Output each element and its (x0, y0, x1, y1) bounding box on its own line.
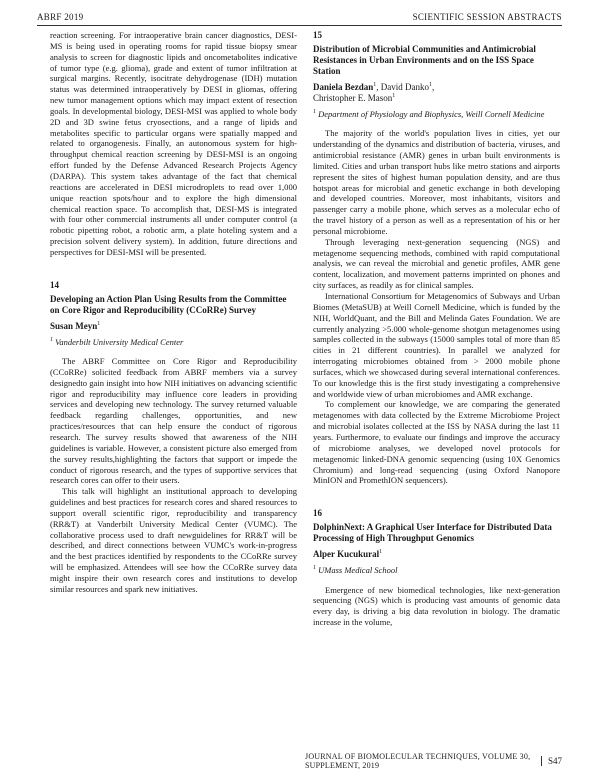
abstract-paragraph: This talk will highlight an institutional approach to developing guidelines and best practices for research cores and shared resources to support overall scientific rigor, reproducibility and transparency (RR&T) at Vanderbilt University Medical Center (VUMC). The collaborative process used to draft newguidelines for RR&T will be described, and direct connections between VUMC's work-in-progress and the best practices identified by respondents to the CCoRRe survey will be emphasized. Attendees will see how the CCoRRe survey data might inspire their own research cores and institutions to develop similar resources and spark new initiatives. (50, 486, 297, 594)
abstract-15 (313, 30, 560, 486)
left-column (50, 30, 297, 595)
page-number: S47 (541, 756, 562, 766)
abstract-title: Developing an Action Plan Using Results from the Committee on Core Rigor and Reproducibility (CCoRRe) Survey (50, 293, 287, 315)
author-name: David Danko (380, 81, 430, 92)
abstract-paragraph: To complement our knowledge, we are comparing the generated metagenomes with data collected by the Extreme Microbiome Project and microbial isolates collected at the ISS by NASA during the last 11 years. Furthermore, to evaluate our findings and improve the accuracy of microbiome analyses, we developed novel protocols for metagenomic linked-DNA genomic sequencing (using 10X Genomics Chromium) and long-read sequencing (using Oxford Nanopore MinION and PromethION sequencers). (313, 399, 560, 486)
header-right: SCIENTIFIC SESSION ABSTRACTS (412, 12, 562, 22)
abstract-authors: Daniela Bezdan$^1$, David Danko$^1$, Christopher E. Mason$^1$ (313, 81, 435, 103)
abstract-title: Distribution of Microbial Communities and Antimicrobial Resistances in Urban Environments and on the ISS Space Station (313, 43, 536, 76)
running-footer (305, 754, 562, 768)
abstract-16 (313, 508, 560, 628)
abstract-paragraph: International Consortium for Metagenomics of Subways and Urban Biomes (MetaSUB) at Weill Cornell Medicine, which is funded by the NIH, WorldQuant, and the Bill and Melinda Gates Foundation. We are currently analyzing >5.000 whole-genome shotgun metagenomes using samples collected in the subways (15000 samples total of more than 85 cities in 21 different countries). In parallel we analyzed for interrogating microbiomes obtained from > 2000 mobile phone surfaces, which we showcased during several international conferences. To our knowledge this is the first study investigating a comprehensive and worldwide view of urban microbiomes and AMR exchange. (313, 291, 560, 399)
author-name: Alper Kucukural (313, 549, 380, 560)
abstract-14 (50, 280, 297, 595)
abstract-affiliation: $^1$ Vanderbilt University Medical Center (50, 336, 184, 347)
abstract-authors: Susan Meyn$^1$ (50, 320, 101, 331)
author-name: Susan Meyn (50, 320, 98, 331)
abstract-paragraph: Through leveraging next-generation sequencing (NGS) and metagenome sequencing methods, combined with rapid computational analysis, we can reveal the microbial and genetic profiles, AMR gene content, localization, and movement patterns imprinted on phones and city surfaces, as readily as for clinical samples. (313, 236, 560, 291)
abstract-affiliation: $^1$ Department of Physiology and Biophysics, Weill Cornell Medicine (313, 108, 545, 119)
abstract-paragraph: The ABRF Committee on Core Rigor and Reproducibility (CCoRRe) solicited feedback from ABRF members via a survey designedto gain insight into how NIH initiatives on advancing scientific rigor and reproducibility may influence core leaders in providing services and developing new technology. The survey returned valuable feedback regarding challenges, opportunities, and new practices/resources that can help ensure the conduct of rigorous research. The survey results showed that awareness of the NIH guidelines is variable. However, a consistent picture also emerged from the survey results,highlighting the factors that support or impede the conduct of rigorous research, and the types of supportive services that research cores can offer to their users. (50, 356, 297, 486)
abstract-number: 14 (50, 279, 59, 290)
header-left: ABRF 2019 (37, 12, 84, 22)
author-name: Daniela Bezdan (313, 81, 374, 92)
author-name: Christopher E. Mason (313, 92, 393, 103)
continued-paragraph: reaction screening. For intraoperative brain cancer diagnostics, DESI-MS is being used in operating rooms for rapid tissue biopsy smear analysis to screen for diagnostic lipids and oncometabolites indicative of tumor type (e.g. glioma), grade and extent of tumor infiltration at surgical margins. Recently, isocitrate dehydrogenase (IDH) mutation status was determined intraoperatively by DESI in gliomas, offering new tumor management options which may impact extent of resection goals. In developmental biology, DESI-MSI was applied to whole body 2D and 3D swine fetus cryosections, and a range of lipids and metabolites specific to particular organs were spatially mapped and related to organogenesis. Finally, an autonomous system for high-throughput chemical reaction screening by DESI-MSI is an ongoing effort funded by the Defense Advanced Research Projects Agency (DARPA). This system takes advantage of the fact that chemical reactions are accelerated in DESI microdroplets to read over 1,000 unique reaction spots/hour and to explore the high dimensional chemical reaction space. To accomplish that, DESI-MS is integrated with four other commercial instruments all under computer control (a robotic pipetting robot, a robotic arm, a plate hoteling system and a precision solvent delivery system). In addition, future directions and perspectives for DESI-MSI will be presented. (50, 30, 297, 257)
abstract-affiliation: $^1$ UMass Medical School (313, 565, 398, 576)
header-rule (37, 25, 562, 26)
abstract-number: 16 (313, 508, 322, 519)
abstract-title: DolphinNext: A Graphical User Interface for Distributed Data Processing of High Throughput Genomics (313, 522, 552, 544)
right-column (313, 30, 560, 628)
footer-journal: JOURNAL OF BIOMOLECULAR TECHNIQUES, VOLUME 30, SUPPLEMENT, 2019 (305, 752, 531, 770)
abstract-authors: Alper Kucukural$^1$ (313, 549, 383, 560)
abstract-number: 15 (313, 30, 322, 40)
running-header (37, 8, 562, 22)
abstract-paragraph: The majority of the world's population lives in cities, yet our understanding of the dynamics and distribution of bacteria, viruses, and antimicrobial resistance (AMR) genes in urban built environments is limited. Cities and urban transport hubs like metro stations and airports represent the sites of highest human population density, and are thus hotspot areas for microbial and genetic exchange in both developing and developed countries. Moreover, most inhabitants, visitors and passenger carry a mobile phone, which serves as a molecular echo of the travel history of a person as well as a representation of his or her personal microbiome. (313, 128, 560, 236)
abstract-paragraph: Emergence of new biomedical technologies, like next-generation sequencing (NGS) which is producing vast amounts of genomic data every day, is driving a big data revolution in biology. The dramatic increase in the volume, (313, 584, 560, 628)
